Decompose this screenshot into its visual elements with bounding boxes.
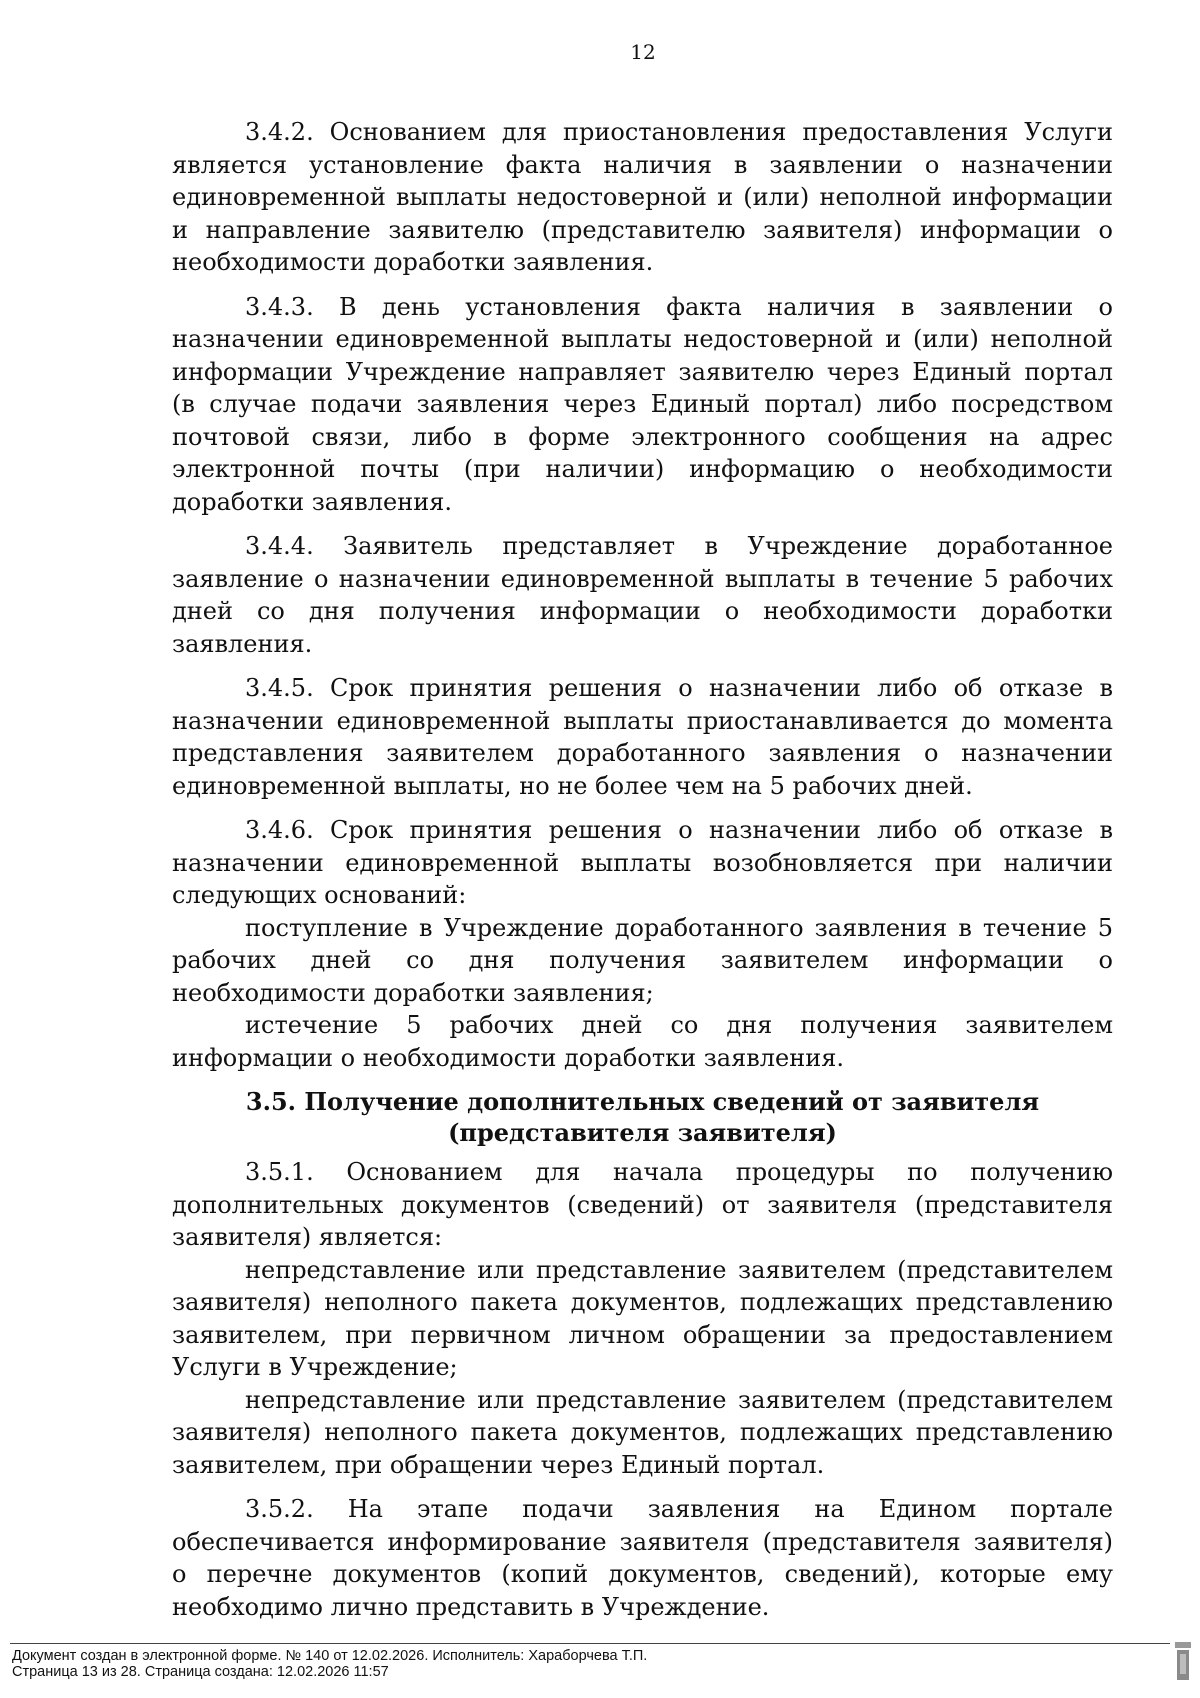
- paragraph-3-4-5: 3.4.5. Срок принятия решения о назначении либо об отказе в назначении единовременной выплаты приостанавливается до момента представления заявителем доработанного заявления о назначении единовременной выплаты, но не более чем на 5 рабочих дней.: [172, 674, 1113, 800]
- document-body: [172, 116, 1113, 1635]
- paragraph-3-4-2: 3.4.2. Основанием для приостановления предоставления Услуги является установление факта наличия в заявлении о назначении единовременной выплаты недостоверной и (или) неполной информации и направление заявителю (представителю заявителя) информации о необходимости доработки заявления.: [172, 118, 1113, 276]
- paragraph-3-4-3: 3.4.3. В день установления факта наличия в заявлении о назначении единовременной выплаты недостоверной и (или) неполной информации Учреждение направляет заявителю через Единый портал (в случае подачи заявления через Единый портал) либо посредством почтовой связи, либо в форме электронного сообщения на адрес электронной почты (при наличии) информацию о необходимости доработки заявления.: [172, 292, 1113, 516]
- coat-of-arms-icon: [1172, 1640, 1194, 1682]
- page-number: 12: [630, 40, 656, 64]
- footer-line-2: Страница 13 из 28. Страница создана: 12.02.2026 11:57: [12, 1664, 389, 1680]
- paragraph-3-4-6-item-1: поступление в Учреждение доработанного заявления в течение 5 рабочих дней со дня получения заявителем информации о необходимости доработки заявления;: [172, 913, 1113, 1007]
- footer-line-1: Документ создан в электронной форме. № 140 от 12.02.2026. Исполнитель: Хараборчева Т.П.: [12, 1648, 648, 1664]
- footer-divider: [10, 1643, 1170, 1644]
- paragraph-3-5-1: 3.5.1. Основанием для начала процедуры по получению дополнительных документов (сведений) от заявителя (представителя заявителя) является:: [172, 1158, 1113, 1251]
- footer: [12, 1648, 647, 1680]
- paragraph-3-5-2: 3.5.2. На этапе подачи заявления на Едином портале обеспечивается информирование заявителя (представителя заявителя) о перечне документов (копий документов, сведений), которые ему необходимо лично представить в Учреждение.: [172, 1495, 1113, 1621]
- section-heading-3-5: 3.5. Получение дополнительных сведений от заявителя (представителя заявителя): [245, 1087, 1040, 1147]
- paragraph-3-5-1-item-1: непредставление или представление заявителем (представителем заявителя) неполного пакета документов, подлежащих представлению заявителем, при первичном личном обращении за предоставлением Услуги в Учреждение;: [172, 1255, 1113, 1381]
- paragraph-3-4-4: 3.4.4. Заявитель представляет в Учреждение доработанное заявление о назначении единовременной выплаты в течение 5 рабочих дней со дня получения информации о необходимости доработки заявления.: [172, 532, 1113, 658]
- paragraph-3-4-6: 3.4.6. Срок принятия решения о назначении либо об отказе в назначении единовременной выплаты возобновляется при наличии следующих оснований:: [172, 816, 1113, 909]
- paragraph-3-4-6-item-2: истечение 5 рабочих дней со дня получения заявителем информации о необходимости доработки заявления.: [172, 1011, 1113, 1072]
- paragraph-3-5-1-item-2: непредставление или представление заявителем (представителем заявителя) неполного пакета документов, подлежащих представлению заявителем, при обращении через Единый портал.: [172, 1385, 1113, 1479]
